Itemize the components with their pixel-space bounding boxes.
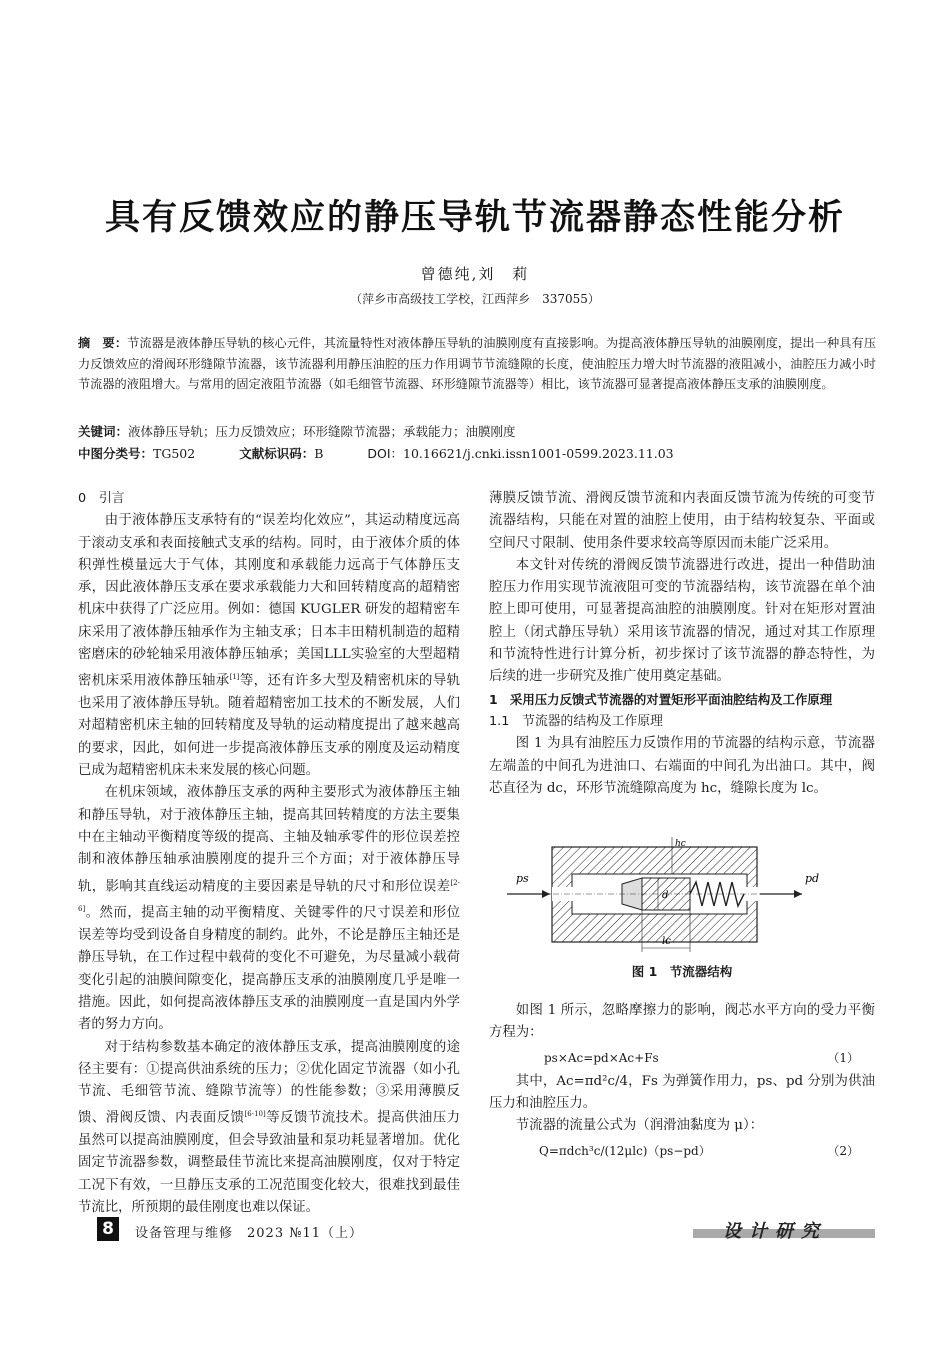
paragraph: 本文针对传统的滑阀反馈节流器进行改进，提出一种借助油腔压力作用实现节流液阻可变的节流器结构，该节流器在单个油腔上即可使用，可显著提高油腔的油膜刚度。针对在矩形对置油腔上（闭式静压导轨）采用该节流器的情况，通过对其工作原理和节流特性进行计算分析，初步探讨了该节流器的静态特性，为后续的进一步研究及推广使用奠定基础。: [489, 557, 875, 685]
keywords-text: 液体静压导轨；压力反馈效应；环形缝隙节流器；承载能力；油膜刚度: [128, 424, 516, 439]
equation-2: Q=πdch³c/(12μlc)（ps−pd） （2）: [489, 1137, 875, 1165]
section-label: 设计研究: [723, 1221, 827, 1242]
paragraph: 节流器的流量公式为（润滑油黏度为 μ）：: [515, 1118, 764, 1134]
section-heading-intro: 0 引言: [78, 491, 125, 506]
label-d: d: [662, 890, 669, 901]
subsection-heading-1-1: 1.1 节流器的结构及工作原理: [489, 713, 663, 729]
affiliation: （萍乡市高级技工学校，江西萍乡 337055）: [350, 292, 600, 306]
doc-label: 文献标识码：: [239, 446, 315, 461]
doi-label: DOI：: [367, 446, 404, 461]
label-ps: ps: [516, 872, 529, 885]
paragraph: 薄膜反馈节流、滑阀反馈节流和内表面反馈节流为传统的可变节流器结构，只能在对置的油腔上使用，由于结构较复杂、平面或空间尺寸限制、使用条件要求较高等原因而未能广泛采用。: [489, 491, 875, 551]
abstract-label: 摘 要：: [78, 336, 128, 350]
clc-value: TG502: [153, 446, 196, 461]
equation-number: （2）: [827, 1144, 859, 1159]
citation: [2-6]: [78, 878, 460, 914]
label-l: lc: [662, 936, 671, 947]
abstract-text: 节流器是液体静压导轨的核心元件，其流量特性对液体静压导轨的油膜刚度有直接影响。为提高液体静压导轨的油膜刚度，提出一种具有压力反馈效应的滑阀环形缝隙节流器，该节流器利用静压油腔的压力作用调节节流缝隙的长度，使油腔压力增大时节流器的液阻减小，油腔压力减小时节流器的液阻增大。与常用的固定液阻节流器（如毛细管节流器、环形缝隙节流器等）相比，该节流器可显著提高液体静压支承的油膜刚度。: [78, 336, 877, 391]
citation: [6-10]: [244, 1110, 266, 1119]
keywords: [78, 422, 516, 440]
equation-1: ps×Ac=pd×Ac+Fs （1）: [489, 1045, 875, 1071]
section-banner: [693, 1217, 875, 1241]
authors: 曾德纯,刘 莉: [420, 265, 530, 283]
figure-caption: 图 1 节流器结构: [631, 964, 733, 979]
citation: [1]: [229, 673, 240, 682]
abstract: [78, 333, 876, 395]
left-column: [78, 488, 460, 1219]
throttle-structure-figure: [502, 832, 837, 957]
paper-title: 具有反馈效应的静压导轨节流器静态性能分析: [104, 198, 845, 238]
keywords-label: 关键词：: [78, 424, 129, 439]
right-column: [489, 488, 875, 800]
right-column-lower: [489, 1000, 875, 1165]
doc-value: B: [314, 446, 324, 461]
clc-label: 中图分类号：: [78, 446, 154, 461]
page-number: 8: [97, 1217, 119, 1241]
classification: [78, 444, 714, 462]
journal-info: 设备管理与维修 2023 №11（上）: [135, 1226, 364, 1241]
paragraph: 由于液体静压支承特有的“误差均化效应”，其运动精度远高于滚动支承和表面接触式支承的结构。同时，由于液体介质的体积弹性模量远大于气体，其刚度和承载能力远高于气体静压支承，因此液体静压支承在要求承载能力大和回转精度高的超精密机床中获得了广泛应用。例如：德国 KUGLER 研发的超精密车床采用了液体静压轴承作为主轴支承；日本丰田精机制造的超精密磨床的砂轮轴采用液体静压轴承；美国LLL实验室的大型超精密机床采用液体静压轴承[1]等，还有许多大型及精密机床的导轨也采用了液体静压导轨。随着超精密加工技术的不断发展，人们对超精密机床主轴的回转精度及导轨的运动精度提出了越来越高的要求，因此，如何进一步提高液体静压支承的刚度及运动精度已成为超精密机床未来发展的核心问题。: [78, 513, 461, 779]
equation-number: （1）: [827, 1050, 859, 1065]
paragraph: 在机床领域，液体静压支承的两种主要形式为液体静压主轴和静压导轨，对于液体静压主轴，提高其回转精度的方法主要集中在主轴动平衡精度等级的提高、主轴及轴承零件的形位误差控制和液体静压轴承油膜刚度的提升三个方面；对于液体静压导轨，影响其直线运动精度的主要因素是导轨的尺寸和形位误差[2-6]。然而，提高主轴的动平衡精度、关键零件的尺寸误差和形位误差等均受到设备自身精度的制约。此外，不论是静压主轴还是静压导轨，在工作过程中载荷的变化不可避免，为尽量减小载荷变化引起的油膜间隙变化，提高静压支承的油膜刚度几乎是唯一措施。因此，如何提高液体静压支承的油膜刚度一直是国内外学者的努力方向。: [78, 785, 460, 1033]
label-h: hc: [675, 839, 686, 849]
paragraph: 如图 1 所示，忽略摩擦力的影响，阀芯水平方向的受力平衡方程为：: [489, 1003, 875, 1041]
section-heading-1: 1 采用压力反馈式节流器的对置矩形平面油腔结构及工作原理: [489, 691, 833, 707]
paragraph: 对于结构参数基本确定的液体静压支承，提高油膜刚度的途径主要有：①提高供油系统的压力；②优化固定节流器（如小孔节流、毛细管节流、缝隙节流等）的性能参数；③采用薄膜反馈、滑阀反馈、内表面反馈[6-10]等反馈节流技术。提高供油压力虽然可以提高油膜刚度，但会导致油量和泵功耗显著增加。优化固定节流器参数，调整最佳节流比来提高油膜刚度，仅对于特定工况下有效，一旦静压支承的工况范围变化较大，很难找到最佳节流比，所预期的最佳刚度也难以保证。: [78, 1039, 461, 1216]
paragraph: 图 1 为具有油腔压力反馈作用的节流器的结构示意，节流器左端盖的中间孔为进油口、右端面的中间孔为出油口。其中，阀芯直径为 dc，环形节流缝隙高度为 hc，缝隙长度为 lc。: [489, 736, 875, 796]
doi-value: 10.16621/j.cnki.issn1001-0599.2023.11.03: [403, 446, 674, 461]
paragraph: 其中，Ac=πd²c/4，Fs 为弹簧作用力，ps、pd 分别为供油压力和油腔压力。: [489, 1073, 875, 1111]
label-pd: pd: [805, 872, 820, 885]
